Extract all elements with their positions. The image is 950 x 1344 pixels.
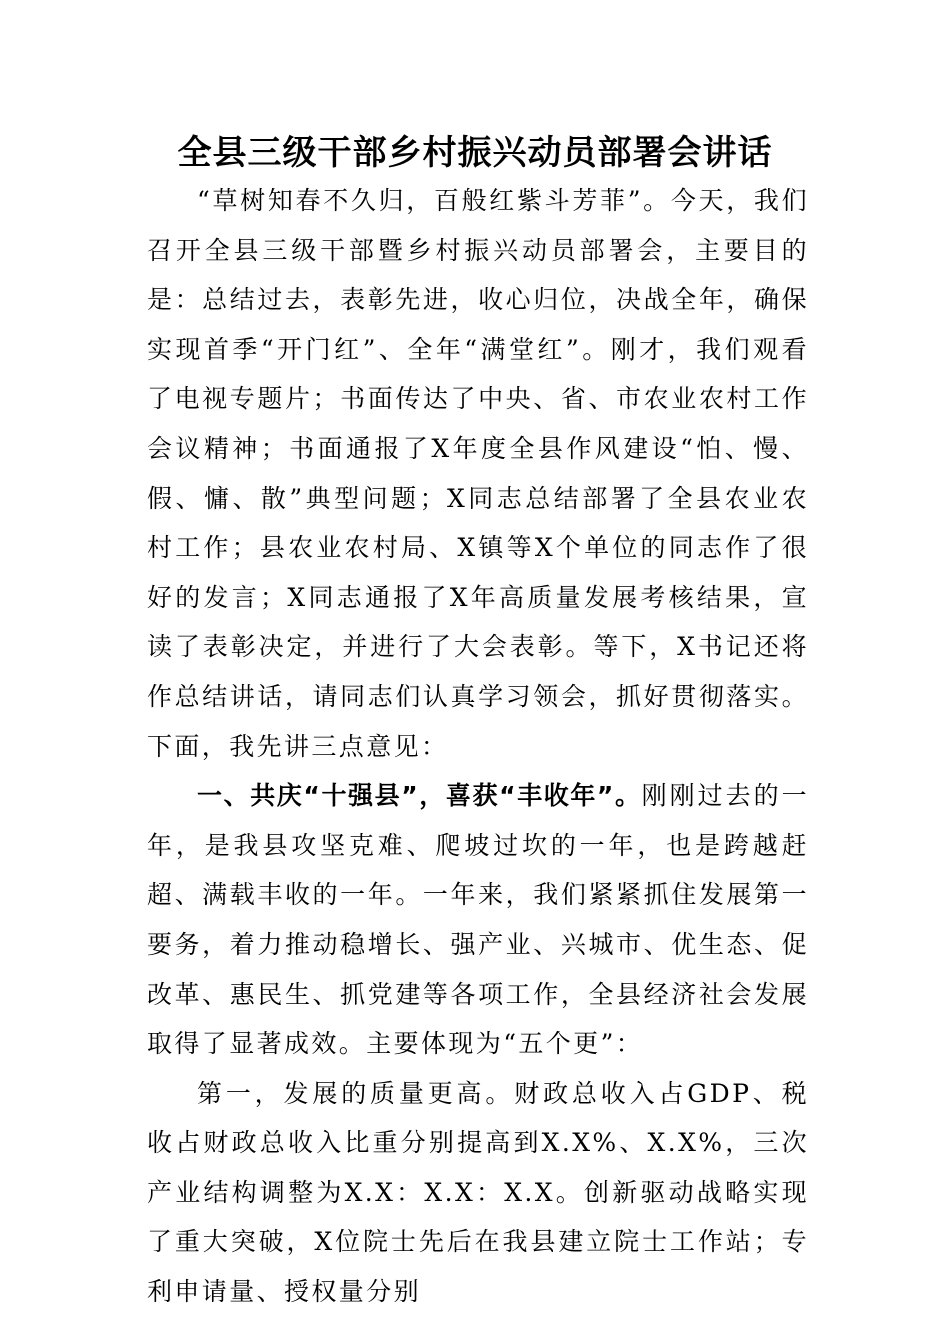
- section-one-heading: 一、共庆“十强县”，喜获“丰收年”。: [197, 781, 642, 811]
- document-body: [147, 176, 809, 1317]
- paragraph-intro: [147, 176, 809, 771]
- paragraph-section-one: [147, 771, 809, 1069]
- paragraph-point-one: [147, 1069, 809, 1317]
- paragraph-point-one-text: 第一，发展的质量更高。财政总收入占GDP、税收占财政总收入比重分别提高到X.X%、X.X%，三次产业结构调整为X.X：X.X：X.X。创新驱动战略实现了重大突破，X位院士先后在我县建立院士工作站；专利申请量、授权量分别: [147, 1078, 809, 1307]
- paragraph-section-one-text: 刚刚过去的一年，是我县攻坚克难、爬坡过坎的一年，也是跨越赶超、满载丰收的一年。一年来，我们紧紧抓住发展第一要务，着力推动稳增长、强产业、兴城市、优生态、促改革、惠民生、抓党建等各项工作，全县经济社会发展取得了显著成效。主要体现为“五个更”：: [147, 781, 809, 1059]
- document-title: 全县三级干部乡村振兴动员部署会讲话: [177, 133, 773, 173]
- paragraph-intro-text: “草树知春不久归，百般红紫斗芳菲”。今天，我们召开全县三级干部暨乡村振兴动员部署会，主要目的是：总结过去，表彰先进，收心归位，决战全年，确保实现首季“开门红”、全年“满堂红”。刚才，我们观看了电视专题片；书面传达了中央、省、市农业农村工作会议精神；书面通报了X年度全县作风建设“怕、慢、假、慵、散”典型问题；X同志总结部署了全县农业农村工作；县农业农村局、X镇等X个单位的同志作了很好的发言；X同志通报了X年高质量发展考核结果，宣读了表彰决定，并进行了大会表彰。等下，X书记还将作总结讲话，请同志们认真学习领会，抓好贯彻落实。下面，我先讲三点意见：: [147, 186, 809, 761]
